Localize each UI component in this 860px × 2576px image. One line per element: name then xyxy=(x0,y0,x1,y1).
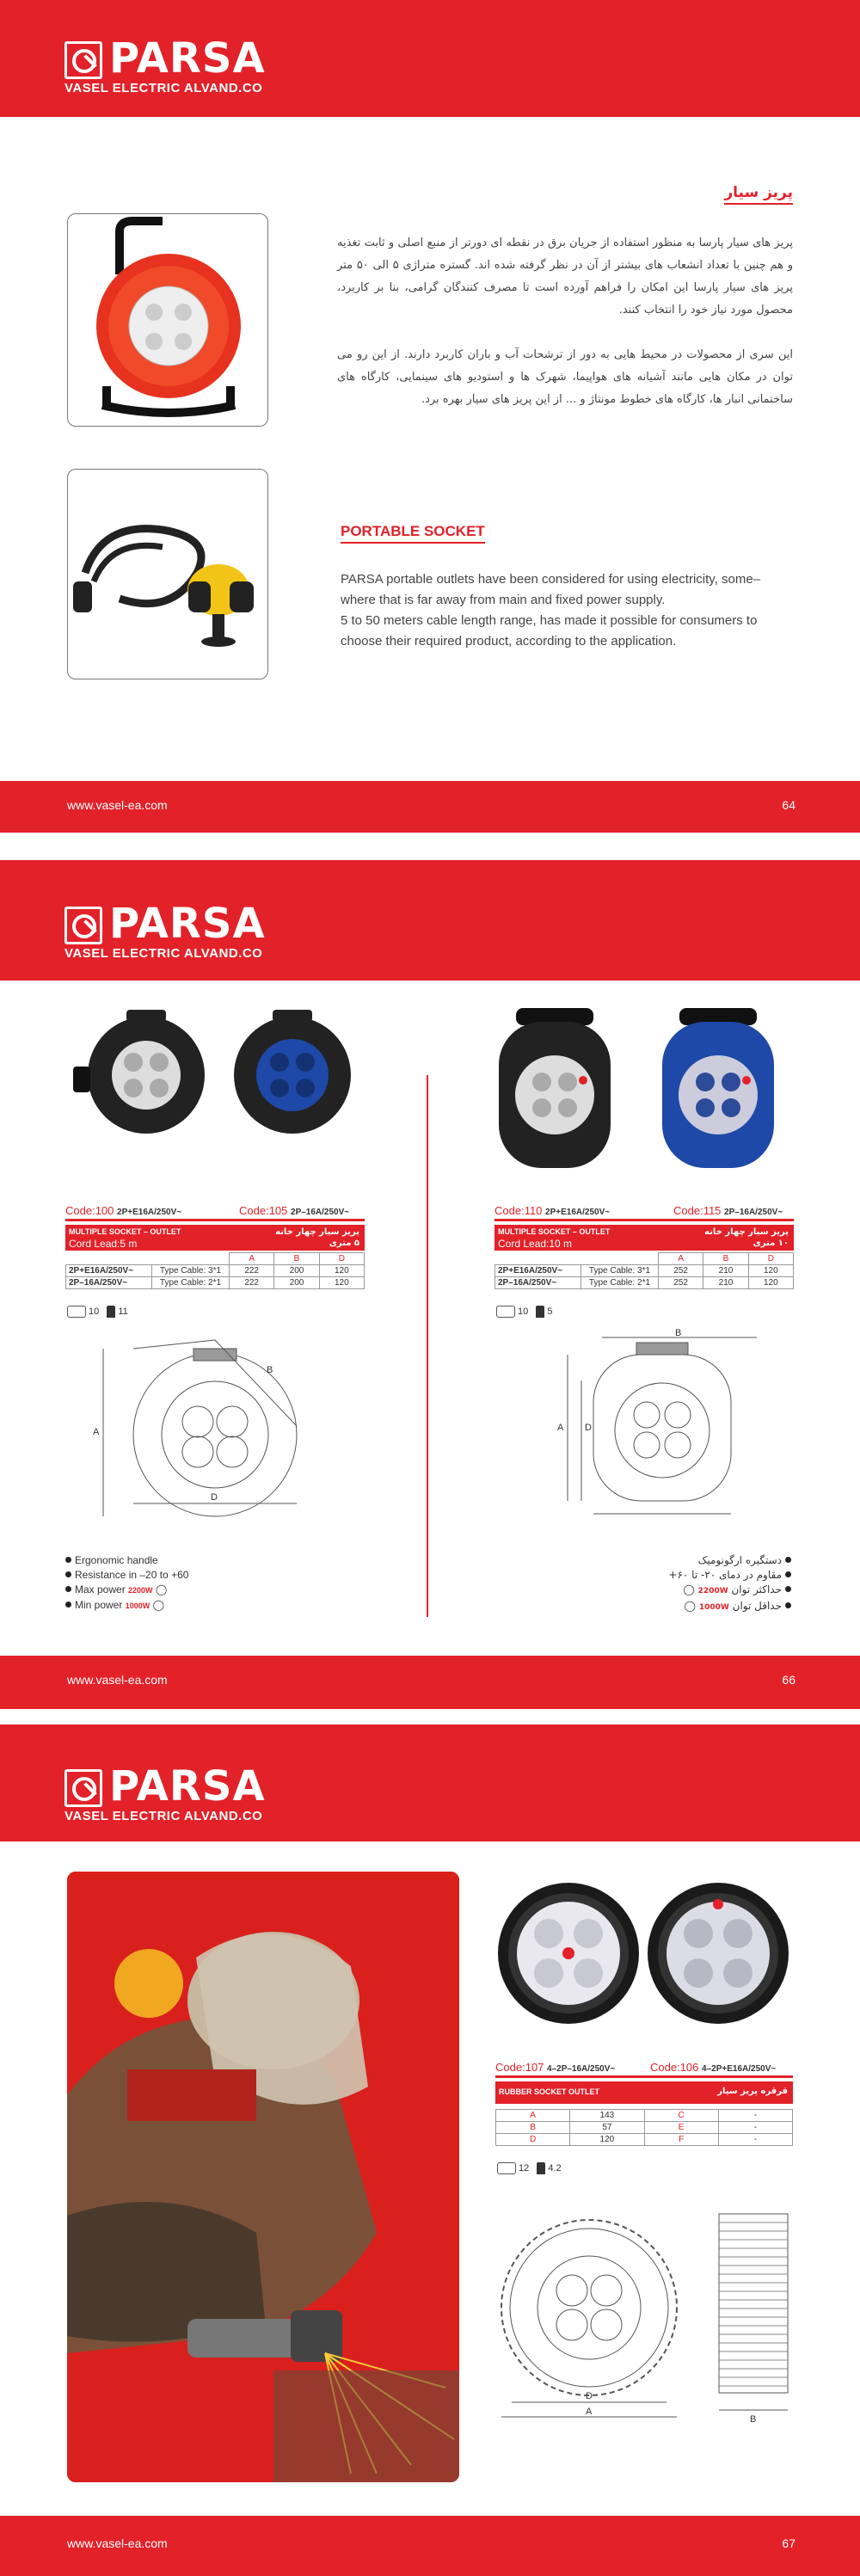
en-title: PORTABLE SOCKET xyxy=(341,523,485,544)
reel-blue-image xyxy=(219,1006,366,1135)
plug-icon: ◯ xyxy=(684,1600,696,1612)
dim-label-a: A xyxy=(557,1423,564,1433)
head-fa: پریز سیار چهار خانه xyxy=(275,1227,359,1237)
logo-wordmark: PARSA xyxy=(109,34,266,83)
code-label: Code:107 xyxy=(495,2061,544,2074)
head-en: MULTIPLE SOCKET – OUTLET xyxy=(498,1227,611,1236)
head-fa: قرقره پریز سیار xyxy=(717,2087,788,2096)
dim-label-b: B xyxy=(675,1329,682,1338)
spec-table-left xyxy=(65,1252,365,1289)
feature-item: Max power 2200W ◯ xyxy=(65,1583,188,1598)
en-line: choose their required product, according to the application. xyxy=(341,634,677,649)
page-number: 67 xyxy=(782,2536,796,2550)
plug-icon: ◯ xyxy=(683,1583,695,1595)
reel-drawing-left xyxy=(86,1331,310,1529)
logo-tagline: VASEL ELECTRIC ALVAND.CO xyxy=(64,946,263,961)
table-row: A 143 C - xyxy=(496,2110,793,2122)
head-en: RUBBER SOCKET OUTLET xyxy=(499,2087,599,2096)
carton-icon xyxy=(497,2162,516,2174)
dim-label-d: D xyxy=(211,1492,218,1503)
rubber-socket-photo xyxy=(67,469,268,679)
code-spec: 2P+E16A/250V~ xyxy=(545,1208,611,1217)
code-label: Code:110 xyxy=(494,1204,543,1217)
spec-table-right xyxy=(494,1252,794,1289)
code-label: Code:100 xyxy=(65,1204,114,1217)
bullet-icon xyxy=(65,1557,71,1563)
code-bar-67 xyxy=(495,2061,793,2078)
pack-info-right: 10 5 xyxy=(496,1306,552,1318)
bullet-icon xyxy=(65,1571,71,1577)
feature-item: حداکثر توان 2200W ◯ xyxy=(533,1583,791,1599)
head-cord-fa: ۵ متری xyxy=(329,1239,359,1248)
table-row: 2P–16A/250V~ Type Cable: 2*1 252 210 120 xyxy=(495,1277,794,1289)
bullet-icon xyxy=(785,1586,791,1592)
col-b: B xyxy=(274,1253,319,1265)
en-paragraph xyxy=(341,569,805,652)
logo-tagline: VASEL ELECTRIC ALVAND.CO xyxy=(64,81,263,95)
dim-label-b: B xyxy=(750,2414,757,2424)
features-right xyxy=(533,1553,791,1615)
footer-64 xyxy=(0,781,860,833)
bullet-icon xyxy=(65,1602,71,1608)
footer-url[interactable]: www.vasel-ea.com xyxy=(67,798,168,812)
code-spec: 2P+E16A/250V~ xyxy=(117,1208,182,1217)
en-line: PARSA portable outlets have been considered for using electricity, some– xyxy=(341,572,761,587)
col-d: D xyxy=(748,1253,793,1265)
pack-info-left: 10 11 xyxy=(67,1306,128,1318)
bullet-icon xyxy=(65,1586,71,1592)
table-row: B 57 E - xyxy=(496,2122,793,2134)
carton-icon xyxy=(496,1306,515,1318)
fa-title: پریز سیار xyxy=(724,184,793,205)
head-cord: Cord Lead:10 m xyxy=(498,1238,573,1250)
col-a: A xyxy=(659,1253,703,1265)
feature-item: دستگیره ارگونومیک xyxy=(533,1553,791,1568)
dim-label-d: D xyxy=(585,1423,592,1433)
dim-label-a: A xyxy=(93,1427,100,1437)
dim-label-b: B xyxy=(267,1365,273,1375)
logo-mark-icon xyxy=(64,1769,102,1807)
footer-url[interactable]: www.vasel-ea.com xyxy=(67,1673,168,1687)
head-fa: پریز سیار چهار خانه xyxy=(704,1227,789,1237)
code-bar-right xyxy=(494,1204,794,1221)
header-band-67 xyxy=(0,1725,860,1841)
bullet-icon xyxy=(785,1557,791,1563)
weight-icon xyxy=(537,2162,545,2174)
footer-67 xyxy=(0,2516,860,2576)
footer-url[interactable]: www.vasel-ea.com xyxy=(67,2536,168,2550)
reel-white-image xyxy=(490,1005,619,1177)
table-row: D 120 F - xyxy=(496,2134,793,2146)
bullet-icon xyxy=(785,1571,791,1577)
feature-item: Ergonomic handle xyxy=(65,1553,188,1568)
code-bar-left xyxy=(65,1204,365,1221)
plug-icon: ◯ xyxy=(152,1599,165,1611)
table-header-row xyxy=(495,1253,794,1265)
table-header-row xyxy=(66,1253,365,1265)
en-title-wrap xyxy=(341,523,485,544)
logo-mark-icon xyxy=(64,41,102,79)
logo-tagline: VASEL ELECTRIC ALVAND.CO xyxy=(64,1809,263,1823)
code-label: Code:106 xyxy=(650,2061,699,2074)
spec-header-left xyxy=(65,1225,365,1251)
fa-paragraph-1: پریز های سیار پارسا به منظور استفاده از جریان برق در نقطه ای دورتر از منبع اصلی و ثابت تغذیه و هم چنین با تعداد انشعاب های بیشتر از آن در نظر گرفته شده اند. گستره متراژی ۵ الی ۵۰ متر پریز های سیار پارسا این امکان را فراهم آورده است تا مصرف کنندگان گرامی، بنا بر کاربرد، محصول مورد نیاز خود را انتخاب کنند. xyxy=(337,237,793,317)
reel-black-image xyxy=(73,1006,219,1135)
table-row: 2P+E16A/250V~ Type Cable: 3*1 252 210 120 xyxy=(495,1265,794,1277)
bullet-icon xyxy=(785,1602,791,1608)
welder-photo xyxy=(67,1872,459,2482)
rubber-reel-grey-image xyxy=(645,1880,791,2026)
pack-info-67: 12 4.2 xyxy=(497,2162,562,2174)
features-left xyxy=(65,1553,188,1614)
en-line: where that is far away from main and fixed power supply. xyxy=(341,593,666,607)
page-number: 64 xyxy=(782,798,796,812)
column-divider xyxy=(427,1075,428,1617)
code-spec: 2P–16A/250V~ xyxy=(291,1208,350,1217)
header-band-66 xyxy=(0,860,860,981)
logo-mark-icon xyxy=(64,907,102,944)
logo-wordmark: PARSA xyxy=(109,1762,266,1811)
spec-table-67 xyxy=(495,2109,793,2146)
feature-item: Min power 1000W ◯ xyxy=(65,1598,188,1614)
page-number: 66 xyxy=(782,1673,796,1687)
spec-header-right xyxy=(494,1225,794,1251)
code-spec: 4–2P–16A/250V~ xyxy=(547,2064,616,2074)
head-cord: Cord Lead:5 m xyxy=(69,1238,138,1250)
footer-66 xyxy=(0,1656,860,1709)
logo-wordmark: PARSA xyxy=(109,900,266,948)
reel-blue-frame-image xyxy=(654,1005,783,1177)
feature-item: حداقل توان 1000W ◯ xyxy=(533,1599,791,1615)
code-spec: 4–2P+E16A/250V~ xyxy=(702,2064,777,2074)
cable-reel-photo xyxy=(67,213,268,427)
col-a: A xyxy=(230,1253,274,1265)
weight-icon xyxy=(107,1306,115,1318)
spec-header-67 xyxy=(495,2081,793,2104)
head-cord-fa: ۱۰ متری xyxy=(752,1239,789,1248)
dim-label-a: A xyxy=(586,2407,593,2417)
gear-side-drawing xyxy=(712,2210,795,2424)
code-label: Code:115 xyxy=(673,1204,722,1217)
col-b: B xyxy=(703,1253,748,1265)
code-spec: 2P–16A/250V~ xyxy=(724,1208,783,1217)
feature-item: Resistance in –20 to +60 xyxy=(65,1568,188,1583)
fa-paragraph-2: این سری از محصولات در محیط هایی به دور از ترشحات آب و باران کاربرد دارند. از این رو می توان در مکان هایی مانند آشیانه های هواپیما، شهرک ها و استودیو های سینمایی، کارگاه های ساختمانی انبار ها، کارگاه های خطوط مونتاژ و ... از این پریز های سیار بهره برد. xyxy=(337,348,793,406)
plug-icon: ◯ xyxy=(155,1583,168,1595)
table-row: 2P+E16A/250V~ Type Cable: 3*1 222 200 120 xyxy=(66,1265,365,1277)
head-en: MULTIPLE SOCKET – OUTLET xyxy=(69,1227,181,1236)
en-line: 5 to 50 meters cable length range, has made it possible for consumers to xyxy=(341,613,758,628)
code-label: Code:105 xyxy=(239,1204,288,1217)
weight-icon xyxy=(536,1306,544,1318)
rubber-reel-white-image xyxy=(495,1880,642,2026)
gear-drawing xyxy=(486,2206,701,2425)
reel-drawing-right xyxy=(550,1329,774,1527)
header-band-64 xyxy=(0,0,860,117)
carton-icon xyxy=(67,1306,86,1318)
dim-label-d: D xyxy=(586,2391,593,2401)
table-row: 2P–16A/250V~ Type Cable: 2*1 222 200 120 xyxy=(66,1277,365,1289)
fa-title-wrap xyxy=(724,184,793,205)
feature-item: مقاوم در دمای ۲۰- تا ۶۰+ xyxy=(533,1568,791,1583)
col-d: D xyxy=(319,1253,364,1265)
